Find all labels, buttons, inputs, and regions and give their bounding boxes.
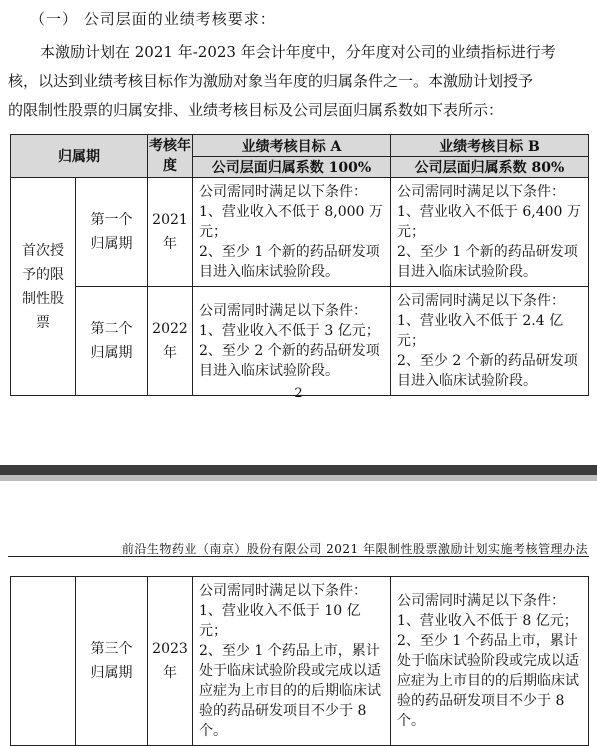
period-label: 第一个归属期	[76, 178, 148, 287]
header-target-b: 业绩考核目标 B	[391, 135, 589, 157]
header-year: 考核年度	[148, 135, 193, 178]
header-rule	[8, 556, 589, 557]
group-label: 首次授予的限制性股票	[11, 178, 76, 396]
year-label: 2022年	[148, 287, 193, 396]
condition-a: 公司需同时满足以下条件： 1、营业收入不低于 8,000 万元； 2、至少 1 个新的药品研发项目进入临床试验阶段。	[193, 178, 391, 287]
year-label: 2023年	[148, 577, 193, 746]
page-separator	[0, 465, 597, 475]
header-target-a: 业绩考核目标 A	[193, 135, 391, 157]
intro-paragraph	[8, 38, 591, 125]
section-title: （一） 公司层面的业绩考核要求：	[30, 10, 276, 28]
intro-line: 本激励计划在 2021 年-2023 年会计年度中，分年度对公司的业绩指标进行考	[40, 43, 556, 61]
group-label-continued	[11, 577, 76, 746]
performance-table-continued	[10, 576, 589, 746]
page-separator-shadow	[0, 475, 597, 481]
intro-line: 核，以达到业绩考核目标作为激励对象当年度的归属条件之一。本激励计划授予	[8, 72, 534, 90]
period-label: 第二个归属期	[76, 287, 148, 396]
intro-line: 的限制性股票的归属安排、业绩考核目标及公司层面归属系数如下表所示：	[8, 101, 504, 119]
header-coef-a: 公司层面归属系数 100%	[193, 157, 391, 178]
condition-b: 公司需同时满足以下条件： 1、营业收入不低于 6,400 万元； 2、至少 1 个新的药品研发项目进入临床试验阶段。	[391, 178, 589, 287]
period-label: 第三个归属期	[76, 577, 148, 746]
condition-b: 公司需同时满足以下条件： 1、营业收入不低于 2.4 亿元； 2、至少 2 个新的药品研发项目进入临床试验阶段。	[391, 287, 589, 396]
header-period: 归属期	[11, 135, 148, 178]
page-number: 2	[294, 386, 303, 401]
header-coef-b: 公司层面归属系数 80%	[391, 157, 589, 178]
year-label: 2021年	[148, 178, 193, 287]
performance-table	[10, 134, 589, 396]
running-header: 前沿生物药业（南京）股份有限公司 2021 年限制性股票激励计划实施考核管理办法	[121, 542, 588, 556]
condition-a: 公司需同时满足以下条件： 1、营业收入不低于 3 亿元； 2、至少 2 个新的药品研发项目进入临床试验阶段。	[193, 287, 391, 396]
condition-a: 公司需同时满足以下条件： 1、营业收入不低于 10 亿元； 2、至少 1 个药品上市，累计处于临床试验阶段或完成以适应症为上市目的的后期临床试验的药品研发项目不少于 8 个。	[193, 577, 391, 746]
condition-b: 公司需同时满足以下条件： 1、营业收入不低于 8 亿元； 2、至少 1 个药品上市，累计处于临床试验阶段或完成以适应症为上市目的的后期临床试验的药品研发项目不少于 8 个。	[391, 577, 589, 746]
